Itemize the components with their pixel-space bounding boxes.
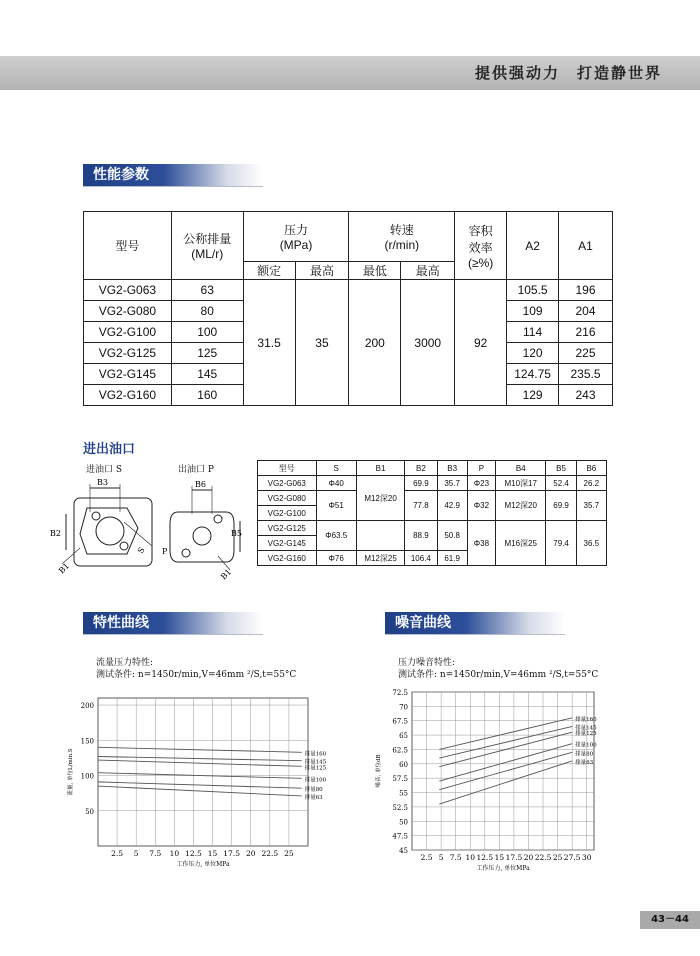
- th-max-pressure: 最高: [295, 262, 349, 280]
- x-tick-label: 5: [133, 849, 139, 858]
- series-label: 排量63: [304, 794, 323, 801]
- th-a2: A2: [507, 212, 559, 280]
- th-displacement: 公称排量 (ML/r): [171, 212, 243, 280]
- cell-a1: 243: [559, 385, 613, 406]
- dim-b2: B2: [50, 529, 61, 538]
- series-label: 排量80: [575, 751, 594, 758]
- y-tick-label: 72.5: [392, 689, 408, 697]
- cell-a2: 120: [507, 343, 559, 364]
- x-tick-label: 30: [581, 853, 592, 862]
- y-tick-label: 70: [399, 703, 408, 712]
- flow-pressure-chart: [60, 690, 340, 880]
- cell-a2: 109: [507, 301, 559, 322]
- cell-s: Φ63.5: [316, 521, 356, 551]
- cell-max-speed: 3000: [401, 280, 455, 406]
- th-speed: 转速 (r/min): [349, 212, 455, 262]
- cell-disp: 80: [171, 301, 243, 322]
- page-number: 43－44: [640, 911, 700, 929]
- series-line: [98, 756, 302, 760]
- cell-b3: 61.9: [437, 551, 467, 566]
- y-tick-label: 200: [80, 702, 94, 711]
- series-label: 排量160: [304, 751, 327, 758]
- cell-rated: 31.5: [243, 280, 295, 406]
- x-tick-label: 17.5: [505, 853, 523, 862]
- cell-b5: 52.4: [546, 476, 576, 491]
- cell-b3: 42.9: [437, 491, 467, 521]
- ports-table: [257, 460, 607, 566]
- x-tick-label: 2.5: [420, 853, 433, 862]
- cell-a1: 235.5: [559, 364, 613, 385]
- y-tick-label: 52.5: [392, 803, 408, 812]
- bolt-hole: [92, 512, 100, 520]
- cell-a1: 225: [559, 343, 613, 364]
- cell-model: VG2-G080: [258, 491, 317, 506]
- cell-b2: 106.4: [405, 551, 437, 566]
- series-line: [98, 760, 302, 766]
- cell-min-speed: 200: [349, 280, 401, 406]
- cell-a2: 114: [507, 322, 559, 343]
- cell-s: Φ51: [316, 491, 356, 521]
- cell-b3: 50.8: [437, 521, 467, 551]
- th-b2: B2: [405, 461, 437, 476]
- series-label: 排量100: [304, 777, 327, 784]
- section-title-performance: 性能参数: [83, 164, 263, 186]
- cell-model: VG2-G145: [84, 364, 172, 385]
- y-tick-label: 50: [85, 807, 94, 816]
- cell-s: Φ40: [316, 476, 356, 491]
- th-b6: B6: [576, 461, 606, 476]
- noise-chart-subtitle: 测试条件: n=1450r/min,V=46mm ²/S,t=55°C: [398, 670, 599, 680]
- cell-b6: 35.7: [576, 491, 606, 521]
- th-p: P: [467, 461, 495, 476]
- series-label: 排量100: [575, 742, 597, 749]
- th-pressure: 压力 (MPa): [243, 212, 349, 262]
- th-a1: A1: [559, 212, 613, 280]
- th-min-speed: 最低: [349, 262, 401, 280]
- outlet-flange-outline: [170, 512, 234, 562]
- x-tick-label: 5: [438, 853, 444, 862]
- dim-s: S: [135, 545, 147, 555]
- x-tick-label: 12.5: [185, 849, 202, 858]
- x-tick-label: 27.5: [563, 853, 581, 862]
- x-tick-label: 17.5: [223, 849, 240, 858]
- th-rated: 额定: [243, 262, 295, 280]
- dim-b3: B3: [97, 478, 108, 487]
- cell-s: Φ76: [316, 551, 356, 566]
- cell-model: VG2-G100: [84, 322, 172, 343]
- section-underline: [83, 634, 263, 635]
- cell-b2: 69.9: [405, 476, 437, 491]
- th-b1: B1: [356, 461, 404, 476]
- noise-pressure-chart: [360, 684, 620, 880]
- cell-b4: M16深25: [496, 521, 546, 566]
- series-label: 排量145: [304, 759, 327, 766]
- cell-a1: 216: [559, 322, 613, 343]
- dim-b5: B5: [231, 529, 242, 538]
- y-tick-label: 62.5: [392, 746, 408, 755]
- inlet-label: 进油口 S: [86, 465, 123, 475]
- cell-p: Φ23: [467, 476, 495, 491]
- cell-model: VG2-G160: [84, 385, 172, 406]
- th-s: S: [316, 461, 356, 476]
- x-tick-label: 7.5: [449, 853, 462, 862]
- plot-frame: [412, 692, 594, 850]
- series-line: [98, 747, 302, 752]
- cell-model: VG2-G145: [258, 536, 317, 551]
- x-tick-label: 15: [494, 853, 505, 862]
- cell-disp: 145: [171, 364, 243, 385]
- dim-p: P: [162, 547, 168, 556]
- series-label: 排量125: [575, 731, 597, 738]
- y-tick-label: 47.5: [392, 832, 408, 841]
- series-label: 排量125: [304, 765, 327, 772]
- cell-b4: M10深17: [496, 476, 546, 491]
- dim-b1: B1: [57, 561, 72, 576]
- x-tick-label: 22.5: [534, 853, 552, 862]
- dim-b1-outlet: B1: [219, 567, 234, 582]
- y-tick-label: 60: [399, 760, 408, 769]
- cell-model: VG2-G125: [258, 521, 317, 536]
- x-axis-label: 工作压力, 单位MPa: [476, 865, 530, 872]
- y-tick-label: 45: [399, 847, 408, 855]
- inlet-port-circle: [96, 517, 124, 545]
- cell-model: VG2-G063: [258, 476, 317, 491]
- cell-p: Φ38: [467, 521, 495, 566]
- series-label: 排量63: [575, 759, 594, 766]
- x-tick-label: 25: [284, 849, 294, 858]
- th-b3: B3: [437, 461, 467, 476]
- cell-p: Φ32: [467, 491, 495, 521]
- x-tick-label: 15: [207, 849, 218, 858]
- cell-b2: 88.9: [405, 521, 437, 551]
- noise-chart-title: 压力噪音特性:: [398, 658, 456, 668]
- x-tick-label: 10: [169, 849, 180, 858]
- th-b4: B4: [496, 461, 546, 476]
- port-flange-drawing: [40, 476, 250, 586]
- cell-model: VG2-G125: [84, 343, 172, 364]
- cell-a1: 196: [559, 280, 613, 301]
- x-tick-label: 20: [523, 853, 534, 862]
- cell-b5: 69.9: [546, 491, 576, 521]
- x-tick-label: 12.5: [476, 853, 494, 862]
- flow-chart-subtitle: 测试条件: n=1450r/min,V=46mm ²/S,t=55°C: [96, 670, 297, 680]
- y-tick-label: 57.5: [392, 775, 408, 784]
- cell-a2: 105.5: [507, 280, 559, 301]
- cell-eff: 92: [455, 280, 507, 406]
- th-max-speed: 最高: [401, 262, 455, 280]
- x-axis-label: 工作压力, 单位MPa: [176, 861, 230, 868]
- outlet-port-circle: [193, 527, 211, 545]
- cell-b6: 36.5: [576, 521, 606, 566]
- cell-b1: M12深25: [356, 551, 404, 566]
- cell-model: VG2-G100: [258, 506, 317, 521]
- bolt-hole: [214, 515, 222, 523]
- y-tick-label: 55: [399, 789, 408, 798]
- section-title-noise: 噪音曲线: [385, 612, 565, 634]
- x-tick-label: 7.5: [149, 849, 162, 858]
- y-axis-label: 流量, 单位L/min.S: [68, 748, 74, 796]
- flow-chart-title: 流量压力特性:: [96, 658, 154, 668]
- cell-b2: 77.8: [405, 491, 437, 521]
- y-tick-label: 150: [80, 737, 94, 746]
- cell-b1: M12深20: [356, 476, 404, 521]
- plot-frame: [98, 698, 308, 846]
- th-model: 型号: [84, 212, 172, 280]
- cell-model: VG2-G080: [84, 301, 172, 322]
- bolt-hole: [182, 549, 190, 557]
- cell-model: VG2-G063: [84, 280, 172, 301]
- performance-table: [83, 211, 613, 406]
- x-tick-label: 22.5: [261, 849, 279, 858]
- cell-disp: 125: [171, 343, 243, 364]
- cell-a1: 204: [559, 301, 613, 322]
- inlet-flange-body: [80, 508, 138, 554]
- cell-max: 35: [295, 280, 349, 406]
- cell-a2: 124.75: [507, 364, 559, 385]
- x-tick-label: 10: [465, 853, 476, 862]
- outlet-label: 出油口 P: [178, 465, 214, 475]
- cell-b3: 35.7: [437, 476, 467, 491]
- series-line: [439, 761, 572, 804]
- y-tick-label: 100: [80, 772, 94, 781]
- y-tick-label: 65: [399, 732, 408, 741]
- th-b5: B5: [546, 461, 576, 476]
- cell-disp: 160: [171, 385, 243, 406]
- dim-line: [218, 556, 230, 570]
- cell-model: VG2-G160: [258, 551, 317, 566]
- cell-disp: 100: [171, 322, 243, 343]
- series-label: 排量80: [304, 787, 323, 794]
- section-underline: [83, 186, 263, 187]
- series-line: [439, 726, 572, 758]
- section-title-curves: 特性曲线: [83, 612, 263, 634]
- bolt-hole: [120, 542, 128, 550]
- cell-b1: [356, 521, 404, 551]
- x-tick-label: 25: [552, 853, 563, 862]
- cell-disp: 63: [171, 280, 243, 301]
- th-model: 型号: [258, 461, 317, 476]
- x-tick-label: 2.5: [111, 849, 124, 858]
- cell-b6: 26.2: [576, 476, 606, 491]
- cell-a2: 129: [507, 385, 559, 406]
- series-line: [439, 718, 572, 750]
- dim-b6: B6: [195, 480, 206, 489]
- y-axis-label: 噪音, 单位dB: [376, 754, 382, 788]
- cell-b5: 79.4: [546, 521, 576, 566]
- th-efficiency: 容积 效率 (≥%): [455, 212, 507, 280]
- series-label: 排量145: [575, 725, 597, 732]
- series-line: [439, 752, 572, 789]
- x-tick-label: 20: [245, 849, 256, 858]
- section-title-ports: 进出油口: [83, 442, 136, 457]
- y-tick-label: 50: [399, 818, 408, 827]
- slogan: 提供强动力 打造静世界: [474, 64, 662, 82]
- cell-b4: M12深20: [496, 491, 546, 521]
- series-label: 排量160: [575, 716, 597, 723]
- y-tick-label: 67.5: [392, 717, 408, 726]
- dim-line: [124, 522, 152, 546]
- section-underline: [385, 634, 565, 635]
